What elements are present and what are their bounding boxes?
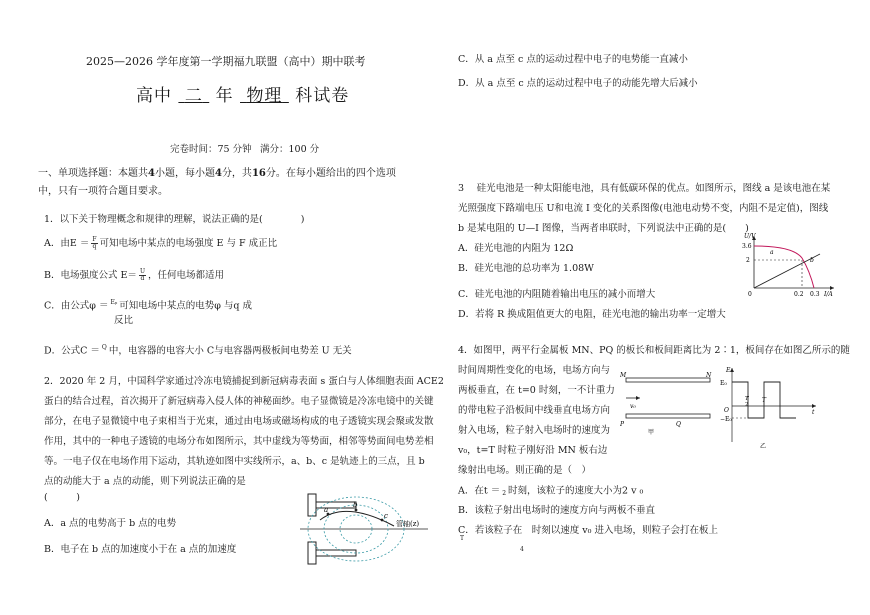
q1-a-fraction: $\frac{F}{q}$ — [92, 236, 97, 250]
origin-label: O — [724, 407, 729, 414]
q4-a-fraction: 2 — [502, 490, 507, 497]
exam-title: 2025—2026 学年度第一学期福九联盟（高中）期中联考 — [86, 55, 366, 68]
figure-yi-label: 乙 — [760, 443, 767, 450]
q3-option-a: A．硅光电池的内阻为 12Ω — [458, 243, 574, 254]
q3-option-c: C．硅光电池的内阻随着输出电压的减小而增大 — [458, 289, 656, 300]
q1-option-a: A．由E ＝ $\frac{F}{q}$ 可知电场中某点的电场强度 E 与 F 成正比 — [44, 236, 278, 250]
graph-x-tick-0.2: 0.2 — [794, 291, 804, 298]
period-t-label: T — [762, 397, 767, 404]
half-t-den: 2 — [745, 402, 749, 408]
paper-suffix: 科试卷 — [295, 86, 350, 106]
q2-line4: 作用，其中的一种电子透镜的电场分布如图所示，其中虚线为等势面，相邻等势面间电势差相 — [44, 436, 434, 447]
q1-c-fraction: Eₚ — [110, 299, 118, 306]
q3-line2: 光照强度下路端电压 U和电流 I 变化的关系图像(电池电动势不变，内阻不是定值)，图线 — [458, 203, 829, 214]
q2-line6: 点的动能大于 a 点的动能，则下列说法正确的是 — [44, 476, 246, 487]
q4-line5: 射入电场，粒子射入电场时的速度为 — [458, 425, 611, 436]
q2-line3: 部分，在电子显微镜中电子束相当于光束，通过由电场或磁场构成的电子透镜实现会聚或发散 — [44, 416, 434, 427]
score-label: 满分：100 分 — [260, 144, 320, 155]
q4-line6: v₀，t=T 时粒子刚好沿 MN 板右边 — [458, 445, 608, 456]
q4-line2: 时间周期性变化的电场，电场方向与 — [458, 365, 611, 376]
graph-x-label: I/A — [824, 291, 833, 298]
q2-option-b: B．电子在 b 点的加速度小于在 a 点的加速度 — [44, 544, 237, 555]
q2-option-d: D．从 a 点至 c 点的运动过程中电子的动能先增大后减小 — [458, 78, 698, 89]
q1-option-c-cont: 反比 — [114, 315, 134, 326]
subject-prefix: 高中 — [136, 86, 172, 106]
point-c-label: c — [384, 512, 388, 520]
grade-field: 二 — [184, 86, 203, 106]
plate-p-label: P — [620, 421, 625, 428]
q1-option-b: B．电场强度公式 E＝ $\frac{U}{d}$ ，任何电场都适用 — [44, 268, 225, 282]
q2-option-a: A．a 点的电势高于 b 点的电势 — [44, 518, 177, 529]
time-label: 完卷时间：75 分钟 — [170, 144, 252, 155]
t-axis-label: t — [812, 409, 815, 416]
q4-option-c: C．若该粒子在 时刻以速度 v₀ 进入电场，则粒子会打在板上 — [458, 525, 718, 536]
curve-b-label: b — [810, 257, 814, 264]
q2-line2: 蛋白的结合过程，首次揭开了新冠病毒入侵人体的神秘面纱。电子显微镜是冷冻电镜中的关键 — [44, 396, 434, 407]
graph-y-label: U/V — [744, 233, 756, 240]
plate-q-label: Q — [676, 421, 681, 428]
q1-stem: 1．以下关于物理概念和规律的理解，说法正确的是( ) — [44, 214, 305, 225]
q3-option-d: D．若将 R 换成阻值更大的电阻，硅光电池的输出功率一定增大 — [458, 309, 726, 320]
e0-label: E₀ — [720, 380, 727, 387]
q4-line3: 两板垂直，在 t=0 时刻，一不计重力 — [458, 385, 615, 396]
q4-line1: 4．如图甲，两平行金属板 MN、PQ 的板长和板间距离比为 2∶1，板间存在如图乙所示的随 — [458, 345, 850, 356]
graph-origin: 0 — [748, 291, 752, 298]
q1-option-d: D．公式C ＝ Q 中，电容器的电容大小 C与电容器两极板间电势差 U 无关 — [44, 344, 352, 357]
q4-option-a: A．在t ＝ 2 时刻，该粒子的速度大小为2 v ₀ — [458, 485, 644, 497]
q2-line5: 等。一电子仅在电场作用下运动，其轨迹如图中实线所示，a、b、c 是轨迹上的三点，且 b — [44, 456, 425, 467]
section1-heading-line2: 中，只有一项符合题目要求。 — [38, 186, 168, 197]
q3-option-b: B．硅光电池的总功率为 1.08W — [458, 263, 594, 274]
graph-x-tick-0.3: 0.3 — [810, 291, 820, 298]
curve-a-label: a — [770, 249, 774, 256]
q2-option-c: C．从 a 点至 c 点的运动过程中电子的电势能一直减小 — [458, 54, 688, 65]
q2-line1: 2．2020 年 2 月，中国科学家通过冷冻电镜捕捉到新冠病毒表面 s 蛋白与人体细胞表面 ACE2 — [44, 376, 444, 387]
half-t-num: T — [745, 396, 749, 402]
e-axis-label: E — [726, 367, 731, 374]
q1-d-fraction: Q — [101, 344, 107, 351]
q1-option-c: C．由公式φ ＝ Eₚ 可知电场中某点的电势φ 与q 成 — [44, 299, 253, 312]
q1-b-fraction: $\frac{U}{d}$ — [139, 268, 145, 282]
ui-graph — [740, 230, 840, 302]
section1-heading: 一、单项选择题：本题共4小题，每小题4分，共16分。在每小题给出的四个选项 — [38, 168, 396, 179]
q4-c-fraction-num: T — [460, 535, 465, 542]
graph-y-tick-3.6: 3.6 — [742, 243, 752, 250]
q4-option-b: B．该粒子射出电场时的速度方向与两板不垂直 — [458, 505, 655, 516]
point-a-label: a — [324, 506, 329, 514]
year-char: 年 — [215, 86, 234, 106]
v0-label: v₀ — [630, 403, 636, 410]
q4-line4: 的带电粒子沿板间中线垂直电场方向 — [458, 405, 611, 416]
plates-figure — [620, 368, 720, 436]
q4-line7: 缘射出电场。则正确的是（ ） — [458, 465, 592, 476]
plate-n-label: N — [706, 372, 712, 379]
subject-field: 物理 — [246, 86, 283, 106]
neg-e0-label: −E₀ — [720, 416, 732, 423]
tube-axis-label: 管轴(z) — [396, 520, 420, 528]
q3-line3: b 是某电阻的 U—I 图像，当两者串联时，下列说法中正确的是( ) — [458, 223, 749, 234]
electron-lens-figure — [298, 490, 438, 570]
plate-m-label: M — [620, 372, 627, 379]
paper-title — [136, 86, 349, 106]
figure-jia-label: 甲 — [648, 429, 655, 436]
q3-line1: 3 硅光电池是一种太阳能电池，具有低碳环保的优点。如图所示，图线 a 是该电池在某 — [458, 183, 831, 194]
efield-time-figure — [720, 366, 820, 450]
graph-y-tick-2: 2 — [746, 257, 750, 264]
point-b-label: b — [353, 501, 358, 509]
q2-paren: ( ) — [44, 492, 80, 503]
q4-c-fraction-den: 4 — [520, 546, 524, 553]
